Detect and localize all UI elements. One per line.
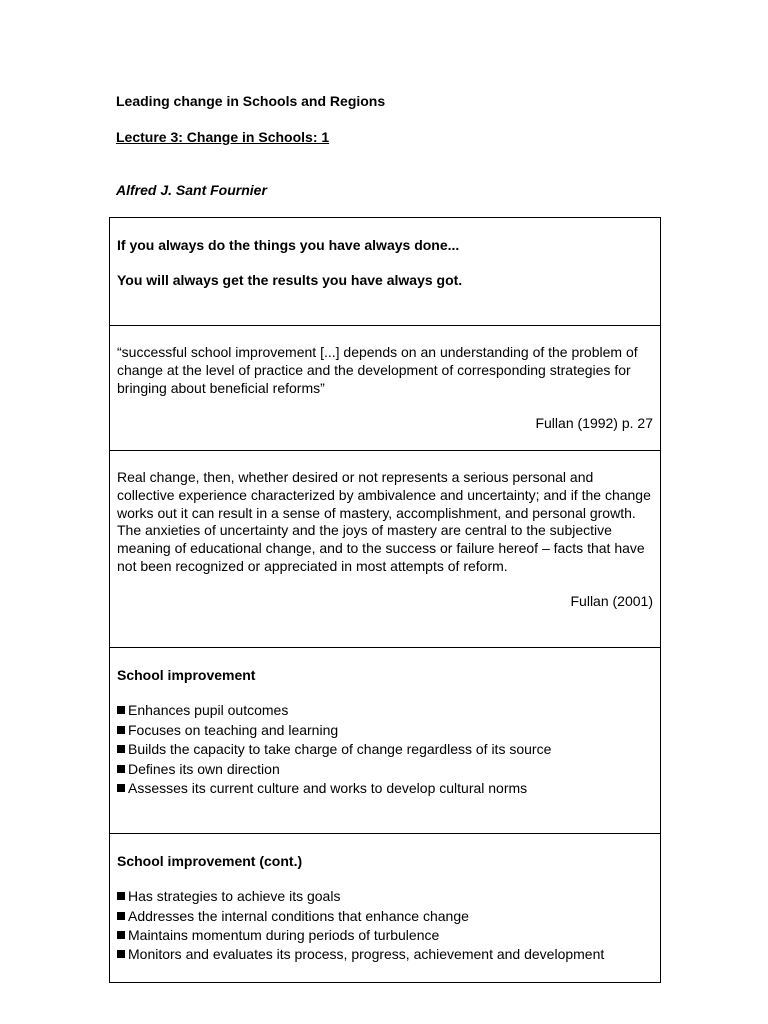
fullan-2001-citation: Fullan (2001) — [570, 592, 653, 609]
list-item: Monitors and evaluates its process, progress, achievement and development — [117, 946, 653, 962]
square-bullet-icon — [117, 745, 125, 753]
section-heading: School improvement (cont.) — [117, 853, 303, 869]
list-item: Focuses on teaching and learning — [117, 721, 653, 741]
school-improvement-cont-box — [109, 833, 661, 983]
lecture-title: Lecture 3: Change in Schools: 1 — [116, 129, 330, 145]
square-bullet-icon — [117, 706, 125, 714]
list-item: Builds the capacity to take charge of change regardless of its source — [117, 740, 653, 760]
bullet-list — [117, 887, 653, 962]
author-name: Alfred J. Sant Fournier — [116, 182, 267, 198]
quote-box-fullan-1992 — [109, 325, 661, 451]
fullan-1992-citation: Fullan (1992) p. 27 — [535, 415, 653, 432]
square-bullet-icon — [117, 765, 125, 773]
section-heading: School improvement — [117, 667, 256, 683]
list-item: Assesses its current culture and works to develop cultural norms — [117, 779, 653, 799]
box1-line1: If you always do the things you have always done... — [117, 237, 460, 253]
fullan-2001-text: Real change, then, whether desired or not represents a serious personal and collective experience characterized by ambivalence and uncertainty; and if the change works out it can result in a sense of mastery, accomplishment, and personal growth. The anxieties of uncertainty and the joys of mastery are central to the subjective meaning of educational change, and to the success or failure hereof – facts that have not been recognized or appreciated in most attempts of reform. — [117, 469, 651, 574]
list-item: Has strategies to achieve its goals — [117, 887, 653, 907]
list-item: Defines its own direction — [117, 760, 653, 780]
square-bullet-icon — [117, 950, 125, 958]
bullet-list — [117, 701, 653, 799]
list-item: Maintains momentum during periods of turbulence — [117, 926, 653, 946]
square-bullet-icon — [117, 784, 125, 792]
list-item: Enhances pupil outcomes — [117, 701, 653, 721]
fullan-1992-quote: “successful school improvement [...] depends on an understanding of the problem of change at the level of practice and the development of corresponding strategies for bringing about beneficial reforms” — [117, 344, 638, 396]
school-improvement-box — [109, 647, 661, 834]
document-title: Leading change in Schools and Regions — [116, 93, 386, 109]
square-bullet-icon — [117, 726, 125, 734]
quote-box-fullan-2001 — [109, 450, 661, 648]
quote-box-always — [109, 217, 661, 326]
list-item: Addresses the internal conditions that enhance change — [117, 907, 653, 927]
square-bullet-icon — [117, 912, 125, 920]
square-bullet-icon — [117, 931, 125, 939]
square-bullet-icon — [117, 892, 125, 900]
box1-line2: You will always get the results you have always got. — [117, 272, 463, 288]
